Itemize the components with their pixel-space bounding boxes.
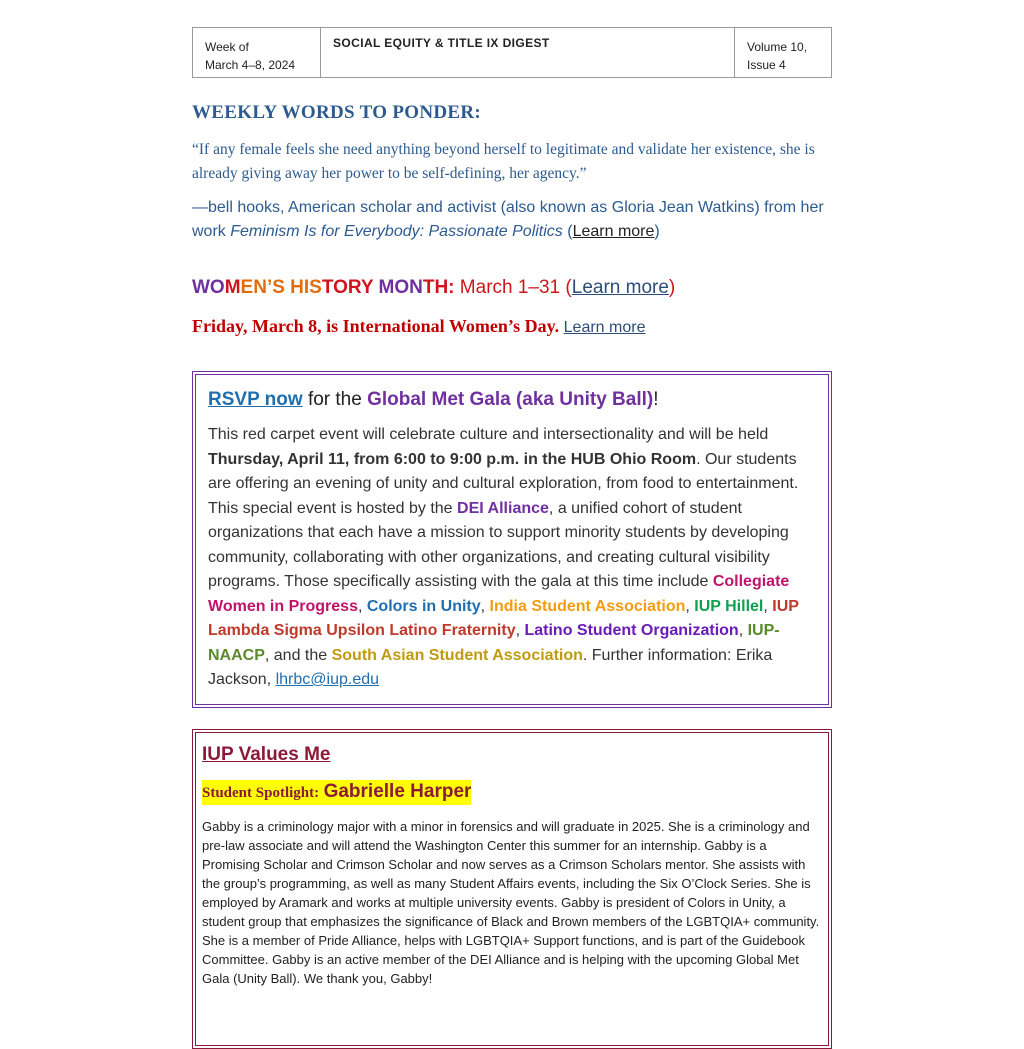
org-name: IUP-NAACP (208, 622, 780, 664)
org-name: Latino Student Organization (524, 622, 739, 639)
ponder-heading: WEEKLY WORDS TO PONDER: (192, 102, 481, 123)
gala-body (208, 423, 816, 693)
gala-event-name: Global Met Gala (aka Unity Ball) (367, 389, 654, 410)
org-name: India Student Association (489, 597, 686, 615)
week-dates: March 4–8, 2024 (205, 58, 296, 72)
week-cell (193, 28, 321, 77)
ponder-attribution (192, 196, 832, 244)
gala-box (192, 371, 832, 708)
issue-label: Issue 4 (747, 58, 786, 72)
org-name: Colors in Unity (366, 597, 481, 615)
ponder-quote: “If any female feels she need anything beyond herself to legitimate and validate her existence, she is already giving away her power to be self-defining, her agency.” (192, 141, 815, 182)
values-box (192, 729, 832, 1049)
rsvp-link[interactable]: RSVP now (208, 389, 303, 410)
contact-email-link[interactable]: lhrbc@iup.edu (275, 671, 380, 688)
sep: , (515, 622, 525, 639)
gala-text: This red carpet event will celebrate culture and intersectionality and will be held (208, 426, 769, 443)
student-spotlight (202, 780, 471, 805)
gala-excl: ! (653, 389, 659, 410)
spotlight-name: Gabrielle Harper (323, 781, 472, 802)
digest-header (192, 27, 832, 78)
paren-open: ( (562, 223, 573, 240)
whm-part: M (224, 277, 241, 298)
sep: , (738, 622, 748, 639)
org-name: South Asian Student Association (331, 646, 583, 664)
gala-text: . Further information: Erika Jackson, (208, 646, 773, 688)
iwd-learn-more-link[interactable]: Learn more (563, 319, 646, 336)
week-label: Week of (205, 40, 249, 54)
dei-alliance: DEI Alliance (457, 499, 549, 517)
attribution-text: —bell hooks, American scholar and activist (also known as Gloria Jean Watkins) from her work (192, 199, 824, 240)
org-name: IUP Lambda Sigma Upsilon Latino Fraternity (208, 597, 799, 639)
whm-dates: March 1–31 ( (454, 277, 572, 298)
sep: , (763, 597, 773, 615)
whm-part: EN’S (240, 277, 291, 298)
gala-when: Thursday, April 11, from 6:00 to 9:00 p.m. in the HUB Ohio Room (208, 450, 697, 468)
digest-title: SOCIAL EQUITY & TITLE IX DIGEST (321, 28, 735, 77)
volume-cell (735, 28, 831, 77)
gala-for-the: for the (302, 389, 368, 410)
gala-title (208, 387, 816, 413)
paren-close: ) (654, 223, 660, 240)
values-title: IUP Values Me (202, 744, 331, 765)
spotlight-label: Student Spotlight: (202, 785, 320, 801)
whm-part: HIS (290, 277, 322, 298)
sep: , (685, 597, 695, 615)
iwd-text: Friday, March 8, is International Women’s Day. (192, 316, 560, 336)
womens-history-month-line (192, 276, 675, 300)
org-name: IUP Hillel (694, 597, 764, 615)
whm-close: ) (668, 277, 676, 298)
gala-text: . Our students are offering an evening of unity and cultural exploration, from food to entertainment. This special event is hosted by the (208, 450, 799, 517)
whm-part: TORY (321, 277, 379, 298)
whm-learn-more-link[interactable]: Learn more (571, 277, 669, 298)
whm-part: WO (192, 277, 225, 298)
gala-text: , a unified cohort of student organizations that each have a mission to support minority students by developing community, collaborating with other organizations, and creating cultural visibility programs. Those specifically assisting with the gala at this time include (208, 499, 789, 590)
whm-part: MON (378, 277, 423, 298)
whm-part: TH: (422, 277, 455, 298)
sep: , (480, 597, 490, 615)
ponder-learn-more-link[interactable]: Learn more (572, 223, 655, 240)
iwd-line (192, 316, 645, 337)
sep: , and the (264, 646, 332, 664)
volume-label: Volume 10, (747, 40, 808, 54)
work-title: Feminism Is for Everybody: Passionate Politics (230, 223, 563, 240)
org-name: Collegiate Women in Progress (208, 573, 790, 615)
spotlight-paragraph: Gabby is a criminology major with a minor in forensics and will graduate in 2025. She is a criminology and pre-law associate and will attend the Washington Center this summer for an internship. Gabby is a Promising Scholar and Crimson Scholar and now serves as a Crimson Scholars mentor. She assists with the group’s programming, as well as many Student Affairs events, including the Six O’Clock Series. She is employed by Aramark and works at multiple university events. Gabby is president of Colors in Unity, a student group that emphasizes the significance of Black and Brown members of the LGBTQIA+ community. She is a member of Pride Alliance, helps with LGBTQIA+ Support functions, and is part of the Guidebook Committee. Gabby is an active member of the DEI Alliance and is helping with the upcoming Global Met Gala (Unity Ball). We thank you, Gabby! (202, 819, 820, 986)
sep: , (357, 597, 367, 615)
